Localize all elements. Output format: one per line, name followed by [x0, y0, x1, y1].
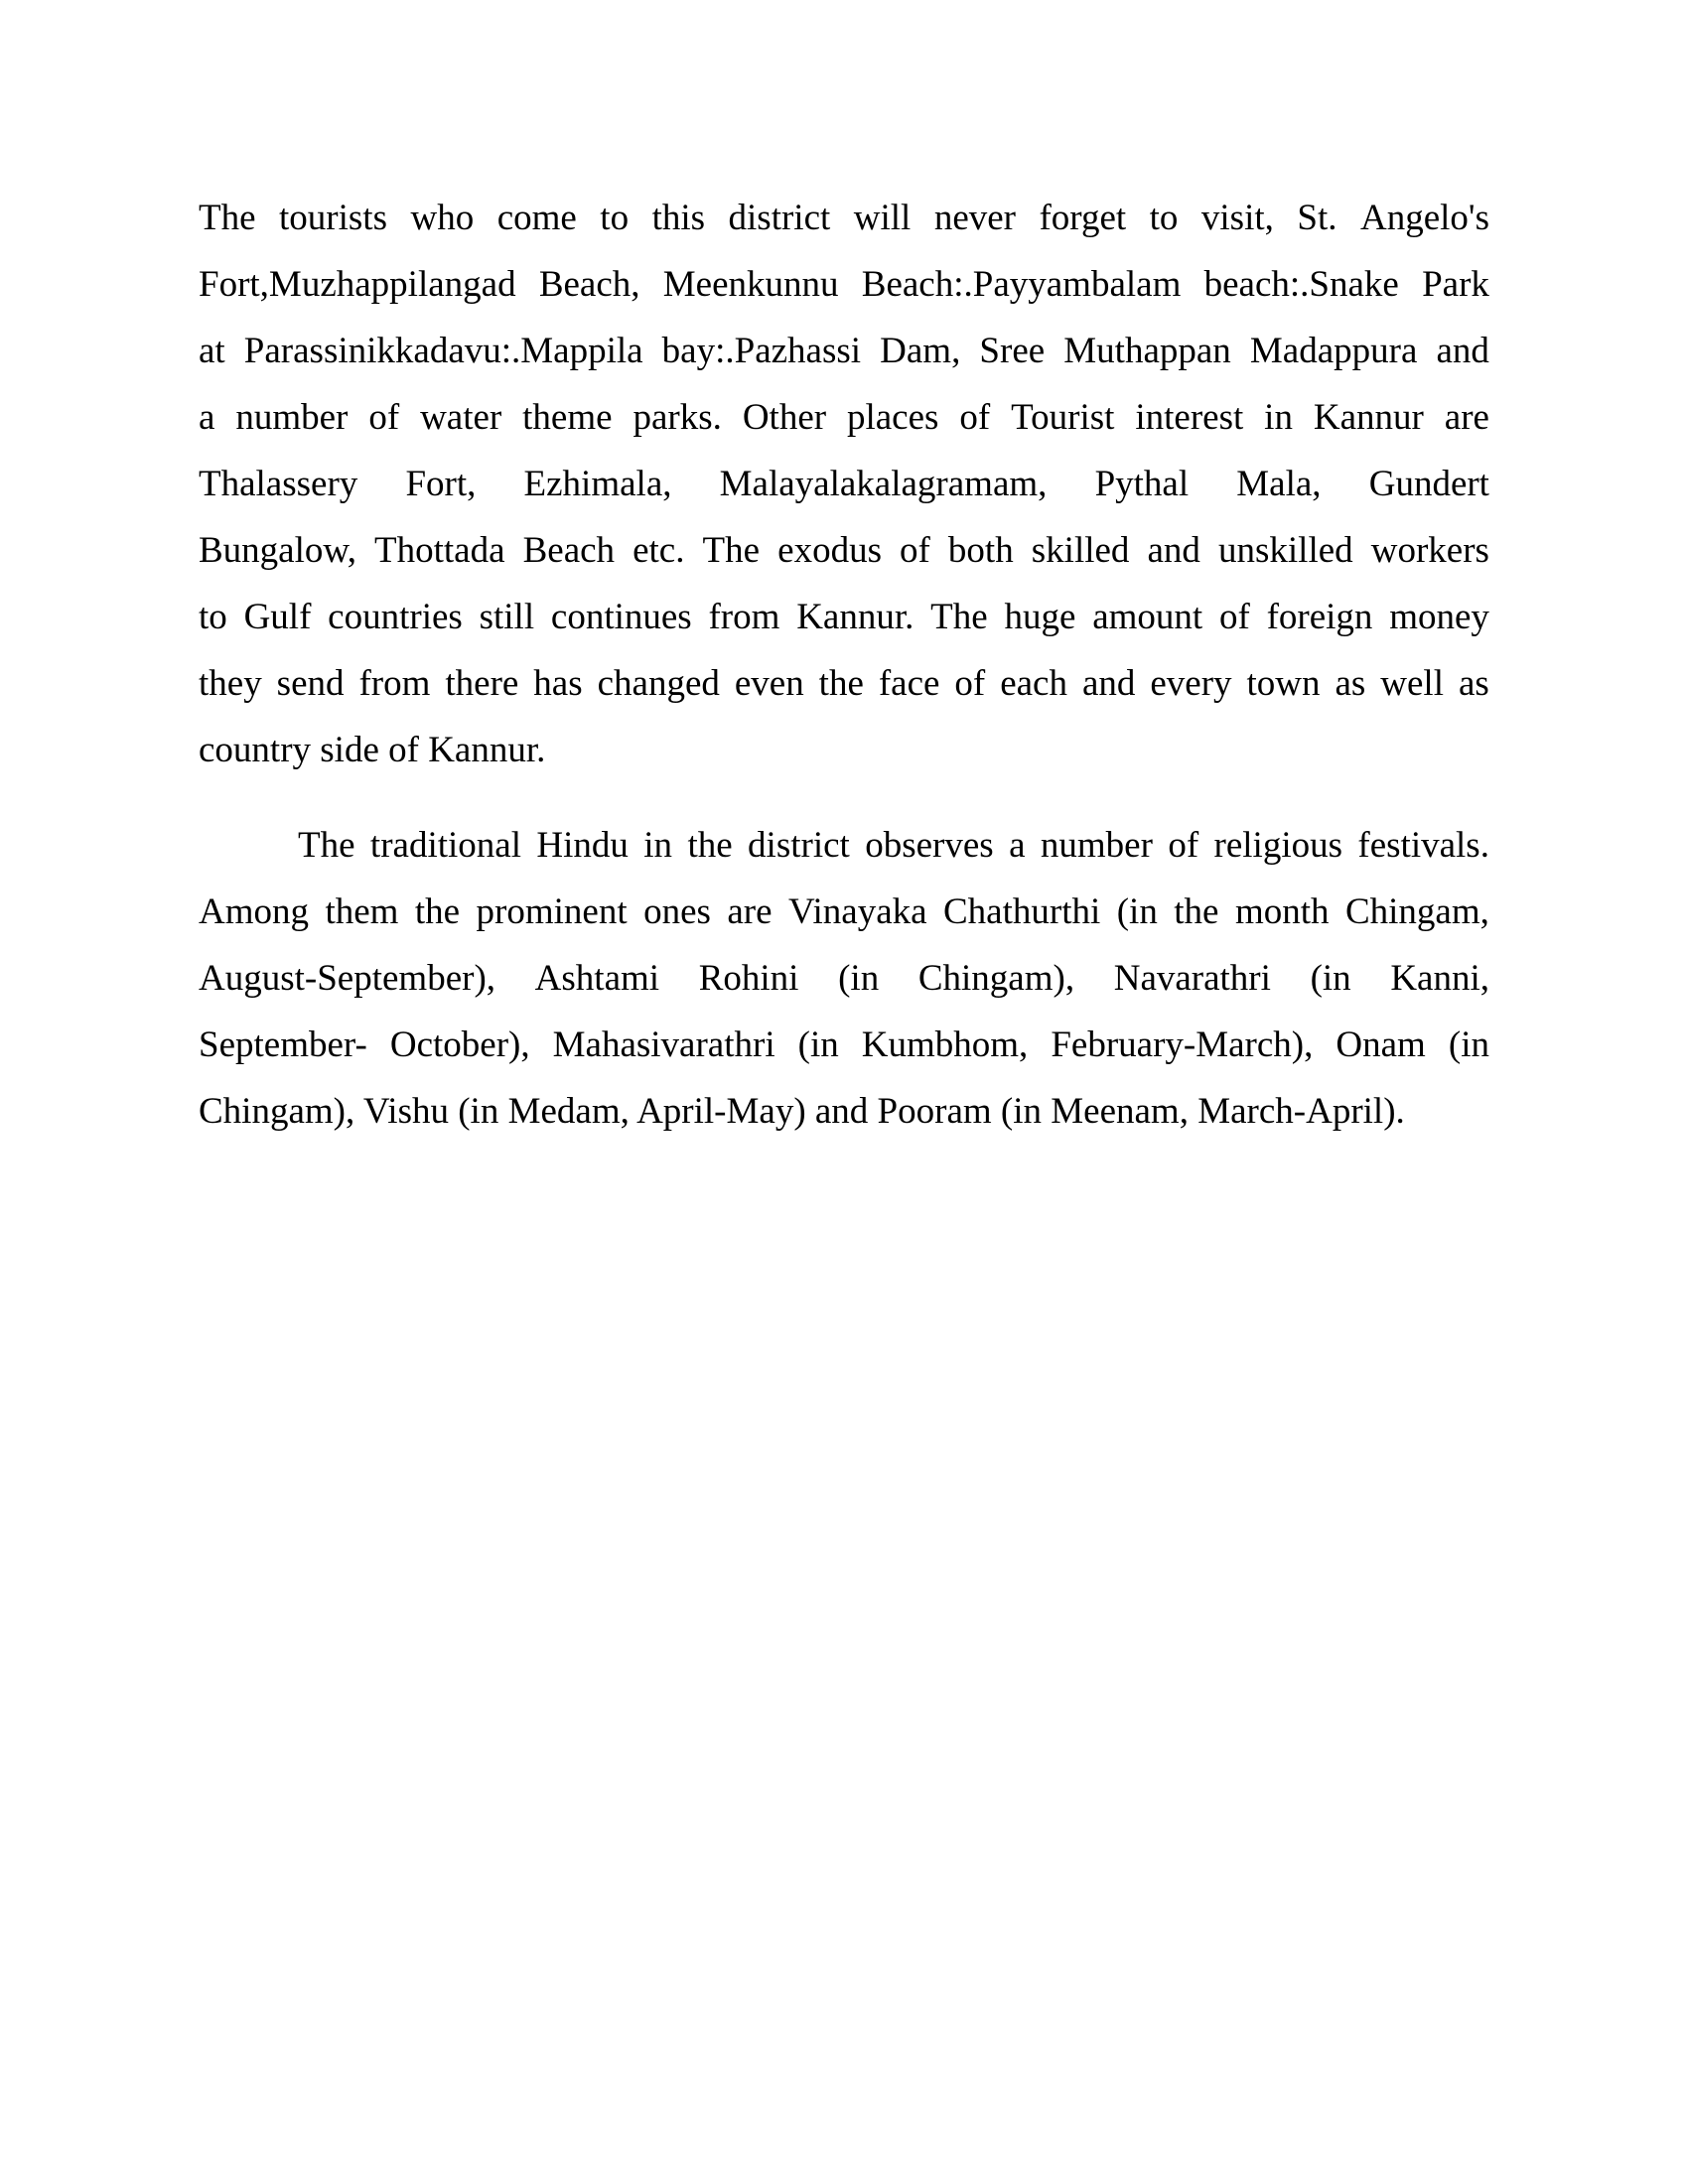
text-line: The tourists who come to this district will never forget to visit, St. Angelo's: [199, 198, 1489, 238]
text-line: to Gulf countries still continues from Kannur. The huge amount of foreign money: [199, 597, 1489, 637]
text-line: August-September), Ashtami Rohini (in Chingam), Navarathri (in Kanni,: [199, 958, 1489, 999]
text-line: The traditional Hindu in the district observes a number of religious festivals.: [298, 825, 1489, 866]
text-line: September- October), Mahasivarathri (in Kumbhom, February-March), Onam (in: [199, 1024, 1489, 1065]
text-line: Among them the prominent ones are Vinayaka Chathurthi (in the month Chingam,: [199, 891, 1489, 932]
text-line: Bungalow, Thottada Beach etc. The exodus of both skilled and unskilled workers: [199, 530, 1489, 571]
text-line: at Parassinikkadavu:.Mappila bay:.Pazhassi Dam, Sree Muthappan Madappura and: [199, 331, 1489, 371]
document-text: [199, 185, 1489, 1145]
text-line: country side of Kannur.: [199, 730, 546, 770]
paragraph-kannur-tourism: [199, 185, 1489, 783]
text-line: they send from there has changed even the face of each and every town as well as: [199, 663, 1489, 704]
text-line: Thalassery Fort, Ezhimala, Malayalakalagramam, Pythal Mala, Gundert: [199, 464, 1489, 504]
text-line: Fort,Muzhappilangad Beach, Meenkunnu Beach:.Payyambalam beach:.Snake Park: [199, 264, 1489, 305]
text-line: a number of water theme parks. Other places of Tourist interest in Kannur are: [199, 397, 1489, 438]
paragraph-hindu-festivals: [199, 812, 1489, 1145]
text-line: Chingam), Vishu (in Medam, April-May) and Pooram (in Meenam, March-April).: [199, 1091, 1405, 1132]
